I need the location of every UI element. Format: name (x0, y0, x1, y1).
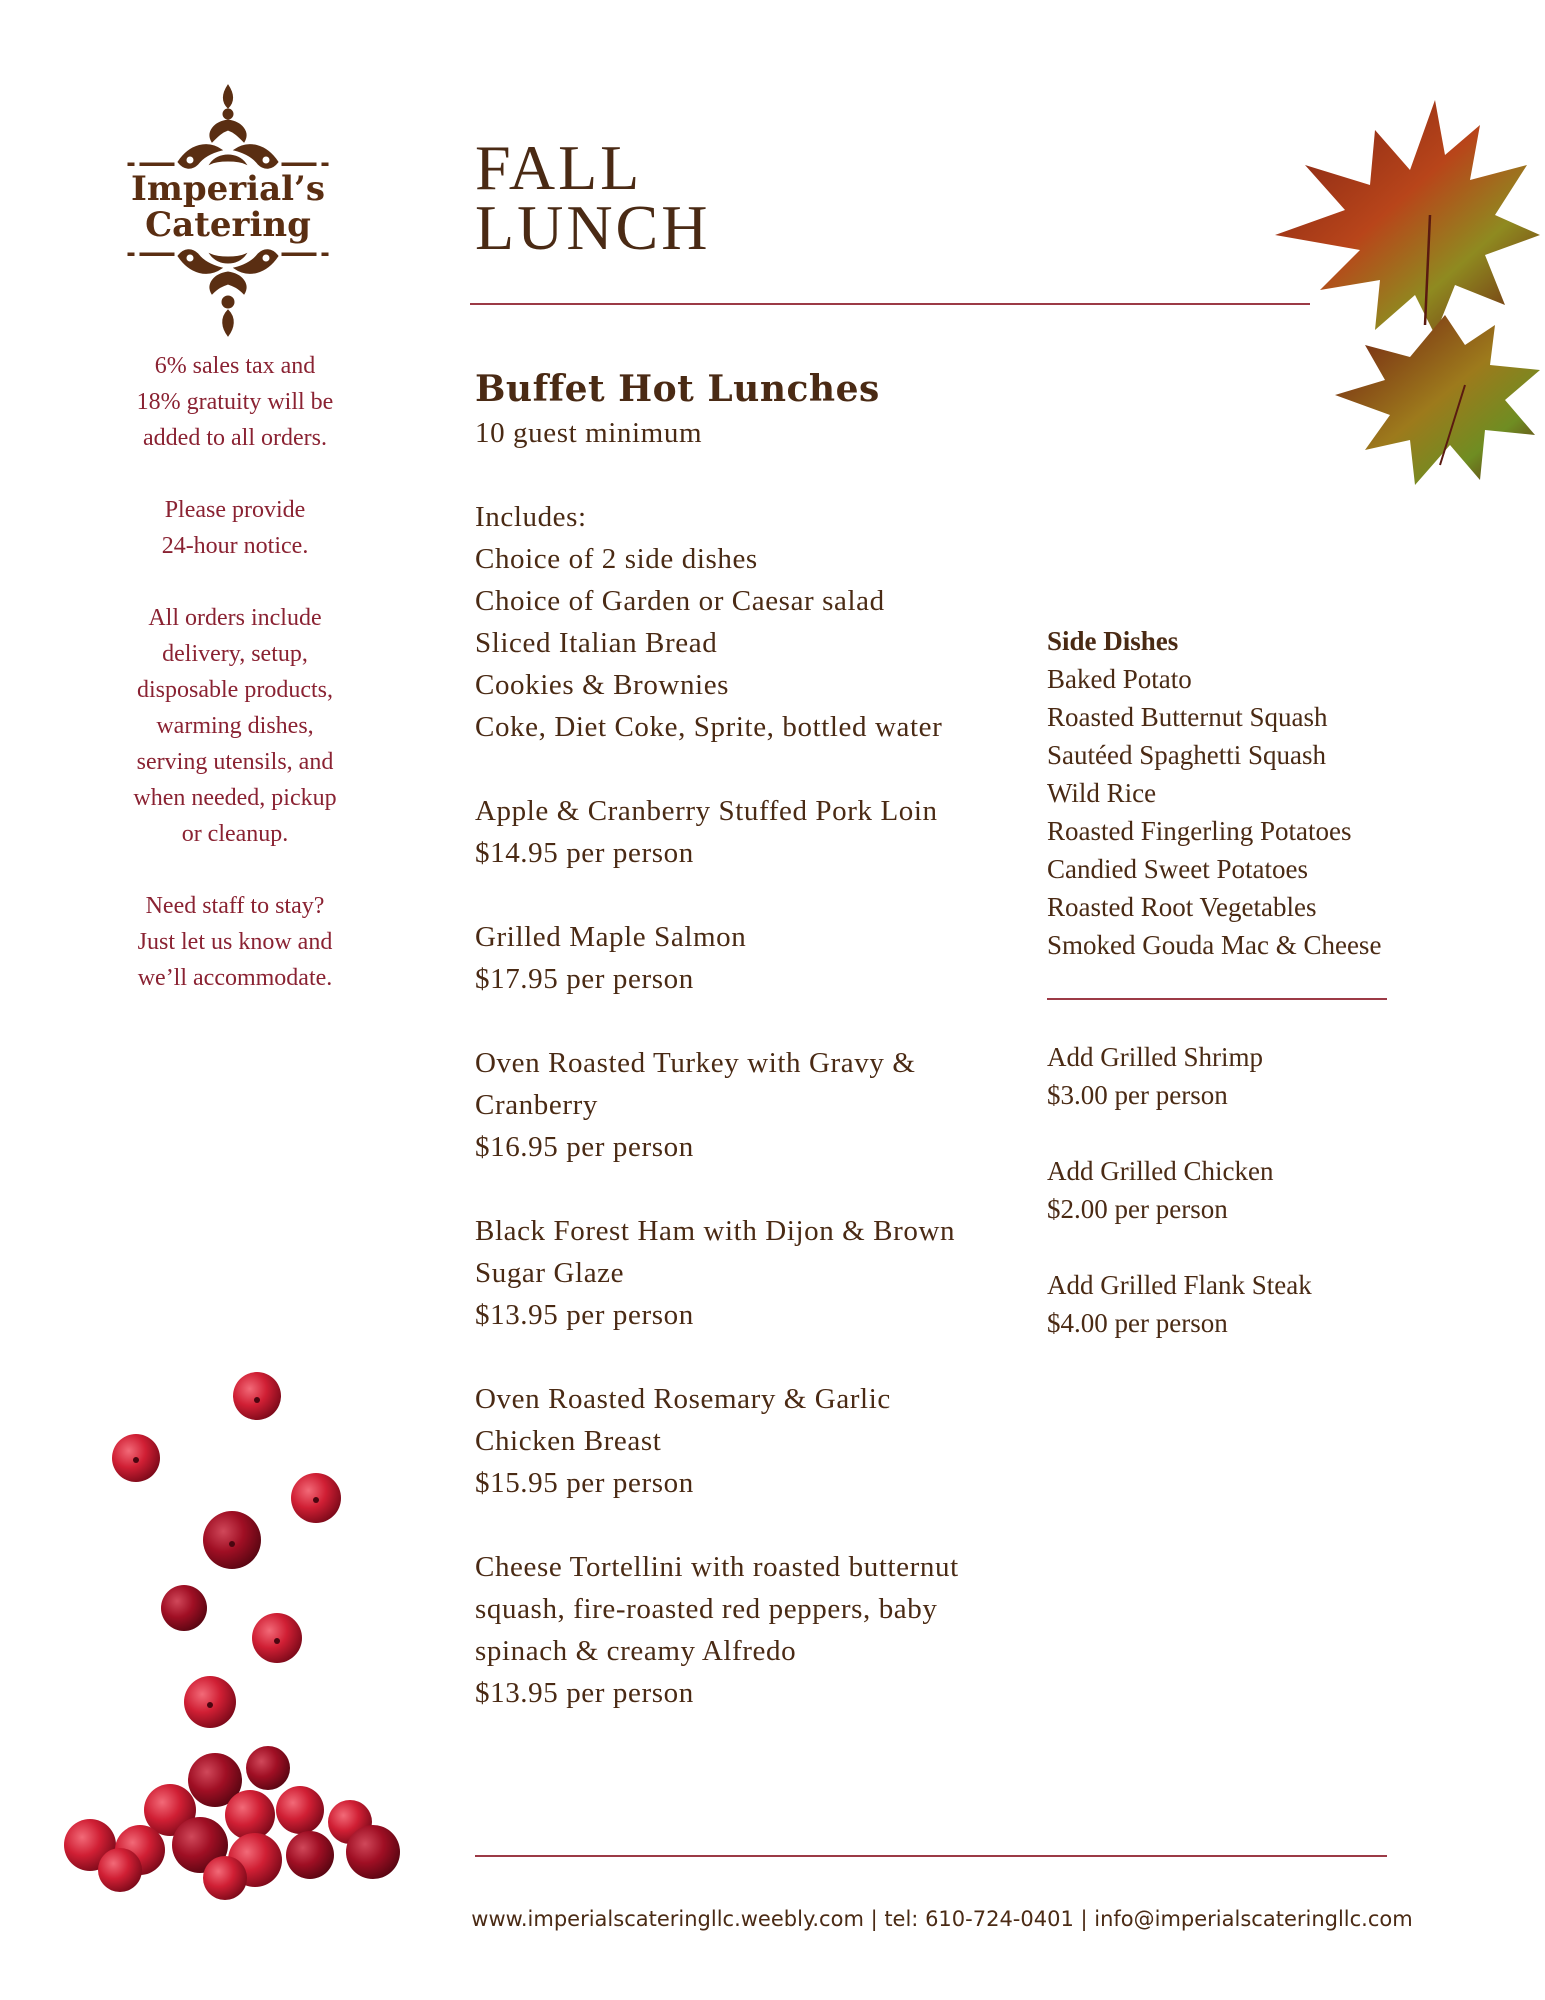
addon-price: $3.00 per person (1047, 1080, 1228, 1110)
side-dishes-divider (1047, 998, 1387, 1000)
note-notice (100, 492, 370, 564)
menu-item-name: Grilled Maple Salmon (475, 921, 747, 953)
menu-item-name: Oven Roasted Turkey with Gravy & (475, 1047, 916, 1079)
addon-name: Add Grilled Chicken (1047, 1156, 1274, 1186)
menu-item-turkey (475, 1042, 1035, 1168)
list-item: Smoked Gouda Mac & Cheese (1047, 930, 1382, 960)
note-line: delivery, setup, (162, 641, 308, 667)
menu-item-name: Black Forest Ham with Dijon & Brown (475, 1215, 956, 1247)
list-item: Roasted Fingerling Potatoes (1047, 816, 1352, 846)
menu-item-name: Oven Roasted Rosemary & Garlic (475, 1383, 891, 1415)
note-line: when needed, pickup (133, 785, 337, 811)
note-line: we’ll accommodate. (137, 965, 333, 991)
note-tax (100, 348, 370, 456)
note-line: serving utensils, and (136, 749, 334, 775)
order-notes (100, 348, 370, 1032)
logo-line-2: Catering (145, 205, 311, 245)
menu-item-name: spinach & creamy Alfredo (475, 1635, 797, 1667)
title-line-2: LUNCH (475, 192, 711, 263)
note-line: Need staff to stay? (145, 893, 325, 919)
brand-logo (118, 80, 338, 340)
menu-item-name: Apple & Cranberry Stuffed Pork Loin (475, 795, 938, 827)
addon-shrimp (1047, 1038, 1447, 1114)
menu-item-name: Cheese Tortellini with roasted butternut (475, 1551, 959, 1583)
menu-item-pork-loin (475, 790, 1035, 874)
note-line: Please provide (164, 497, 306, 523)
menu-item-price: $17.95 per person (475, 963, 694, 995)
note-line: 24-hour notice. (161, 533, 309, 559)
guest-minimum: 10 guest minimum (475, 417, 703, 449)
menu-item-price: $14.95 per person (475, 837, 694, 869)
note-line: or cleanup. (181, 821, 289, 847)
note-includes (100, 600, 370, 852)
note-line: All orders include (148, 605, 322, 631)
list-item: Choice of Garden or Caesar salad (475, 585, 885, 617)
section-title: Buffet Hot Lunches (475, 368, 880, 410)
list-item: Coke, Diet Coke, Sprite, bottled water (475, 711, 943, 743)
addon-name: Add Grilled Shrimp (1047, 1042, 1263, 1072)
menu-item-price: $13.95 per person (475, 1677, 694, 1709)
footer-divider (475, 1855, 1387, 1857)
side-dishes (1047, 622, 1447, 964)
includes-list (475, 496, 1035, 748)
title-line-1: FALL (475, 132, 643, 203)
list-item: Wild Rice (1047, 778, 1157, 808)
title-divider (470, 303, 1310, 305)
menu-item-name: squash, fire-roasted red peppers, baby (475, 1593, 938, 1625)
menu-item-price: $16.95 per person (475, 1131, 694, 1163)
note-line: warming dishes, (156, 713, 314, 739)
list-item: Candied Sweet Potatoes (1047, 854, 1308, 884)
note-line: added to all orders. (143, 425, 327, 451)
addons-list (1047, 1038, 1447, 1380)
addon-chicken (1047, 1152, 1447, 1228)
includes-heading: Includes: (475, 501, 587, 533)
list-item: Roasted Root Vegetables (1047, 892, 1317, 922)
logo-line-1: Imperial’s (130, 169, 326, 209)
note-line: Just let us know and (137, 929, 333, 955)
menu-item-chicken (475, 1378, 1035, 1504)
menu-item-salmon (475, 916, 1035, 1000)
note-line: 18% gratuity will be (136, 389, 334, 415)
list-item: Baked Potato (1047, 664, 1192, 694)
buffet-menu (475, 366, 1035, 1714)
list-item: Sautéed Spaghetti Squash (1047, 740, 1326, 770)
addon-price: $2.00 per person (1047, 1194, 1228, 1224)
addon-flank-steak (1047, 1266, 1447, 1342)
note-line: disposable products, (137, 677, 333, 703)
addon-name: Add Grilled Flank Steak (1047, 1270, 1312, 1300)
menu-item-name: Sugar Glaze (475, 1257, 625, 1289)
page-title (475, 132, 711, 263)
cranberries-icon (50, 1360, 430, 1904)
list-item: Sliced Italian Bread (475, 627, 718, 659)
menu-item-tortellini (475, 1546, 1035, 1714)
menu-item-name: Chicken Breast (475, 1425, 662, 1457)
menu-item-name: Cranberry (475, 1089, 598, 1121)
list-item: Choice of 2 side dishes (475, 543, 758, 575)
list-item: Cookies & Brownies (475, 669, 730, 701)
menu-item-ham (475, 1210, 1035, 1336)
note-staff (100, 888, 370, 996)
menu-item-price: $15.95 per person (475, 1467, 694, 1499)
side-dishes-title: Side Dishes (1047, 626, 1179, 656)
list-item: Roasted Butternut Squash (1047, 702, 1328, 732)
autumn-oak-leaves-icon (1265, 95, 1545, 509)
note-line: 6% sales tax and (154, 353, 316, 379)
addon-price: $4.00 per person (1047, 1308, 1228, 1338)
menu-item-price: $13.95 per person (475, 1299, 694, 1331)
footer-contact: www.imperialscateringllc.weebly.com | tel: 610-724-0401 | info@imperialscateringllc.com (471, 1907, 1413, 1931)
